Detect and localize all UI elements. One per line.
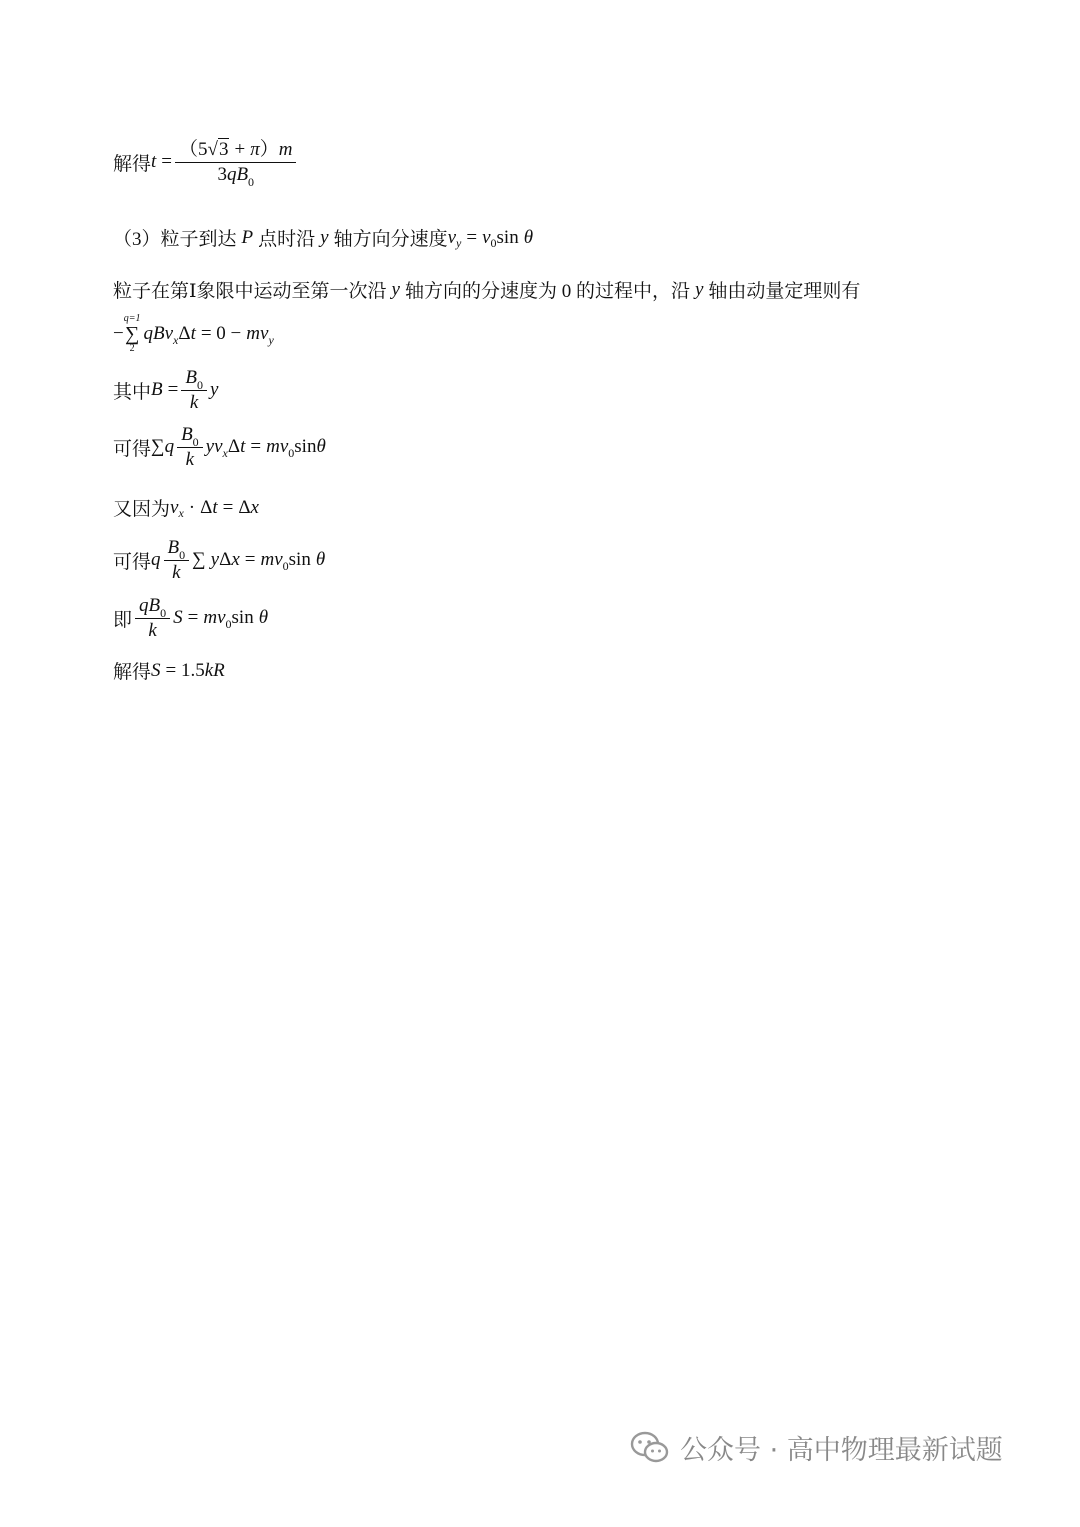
equation-vx: 又因为 v x · Δ t = Δ x	[113, 496, 259, 520]
equation-result: 解得 S = 1.5 k R	[113, 659, 225, 683]
watermark-text: 公众号 · 高中物理最新试题	[680, 1435, 1003, 1466]
fraction: $\frac{(5√3 + \pi)m}{3qB_0}$	[175, 140, 296, 185]
fraction: $\frac{B_0}{k}$	[181, 368, 207, 413]
equation-B: 其中 B = $\frac{B_0}{k}$ y	[113, 367, 219, 413]
equation-S: 即 $\frac{qB_0}{k}$ S = m v 0 sin θ	[113, 595, 269, 641]
part3-intro: （3）粒子到达 P 点时沿 y 轴方向分速度 v y = v 0 sin θ	[113, 226, 534, 250]
text-paragraph: 粒子在第Ⅰ象限中运动至第一次沿 y 轴方向的分速度为 0 的过程中，沿 y 轴由动量定理则有	[113, 278, 861, 302]
fraction: $\frac{qB_0}{k}$	[135, 596, 170, 641]
wechat-icon	[630, 1431, 670, 1465]
equation-t: 解得 t = $\frac{(5√3 + \pi)m}{3qB_0}$	[113, 140, 299, 185]
fraction: $\frac{B_0}{k}$	[164, 538, 190, 583]
equation-momentum: − q=1 ∑ 2 q B v x Δ t = 0 − m v y	[113, 313, 274, 354]
equation-sum: 可得 ∑ q $\frac{B_0}{k}$ y v x Δ t = m v 0 sin θ	[113, 424, 326, 470]
summation: q=1 ∑ 2	[123, 313, 141, 354]
fraction: $\frac{B_0}{k}$	[177, 425, 203, 470]
equation-area-sum: 可得 q $\frac{B_0}{k}$ ∑ y Δ x = m v 0 sin θ	[113, 537, 326, 583]
watermark	[630, 1428, 1003, 1467]
